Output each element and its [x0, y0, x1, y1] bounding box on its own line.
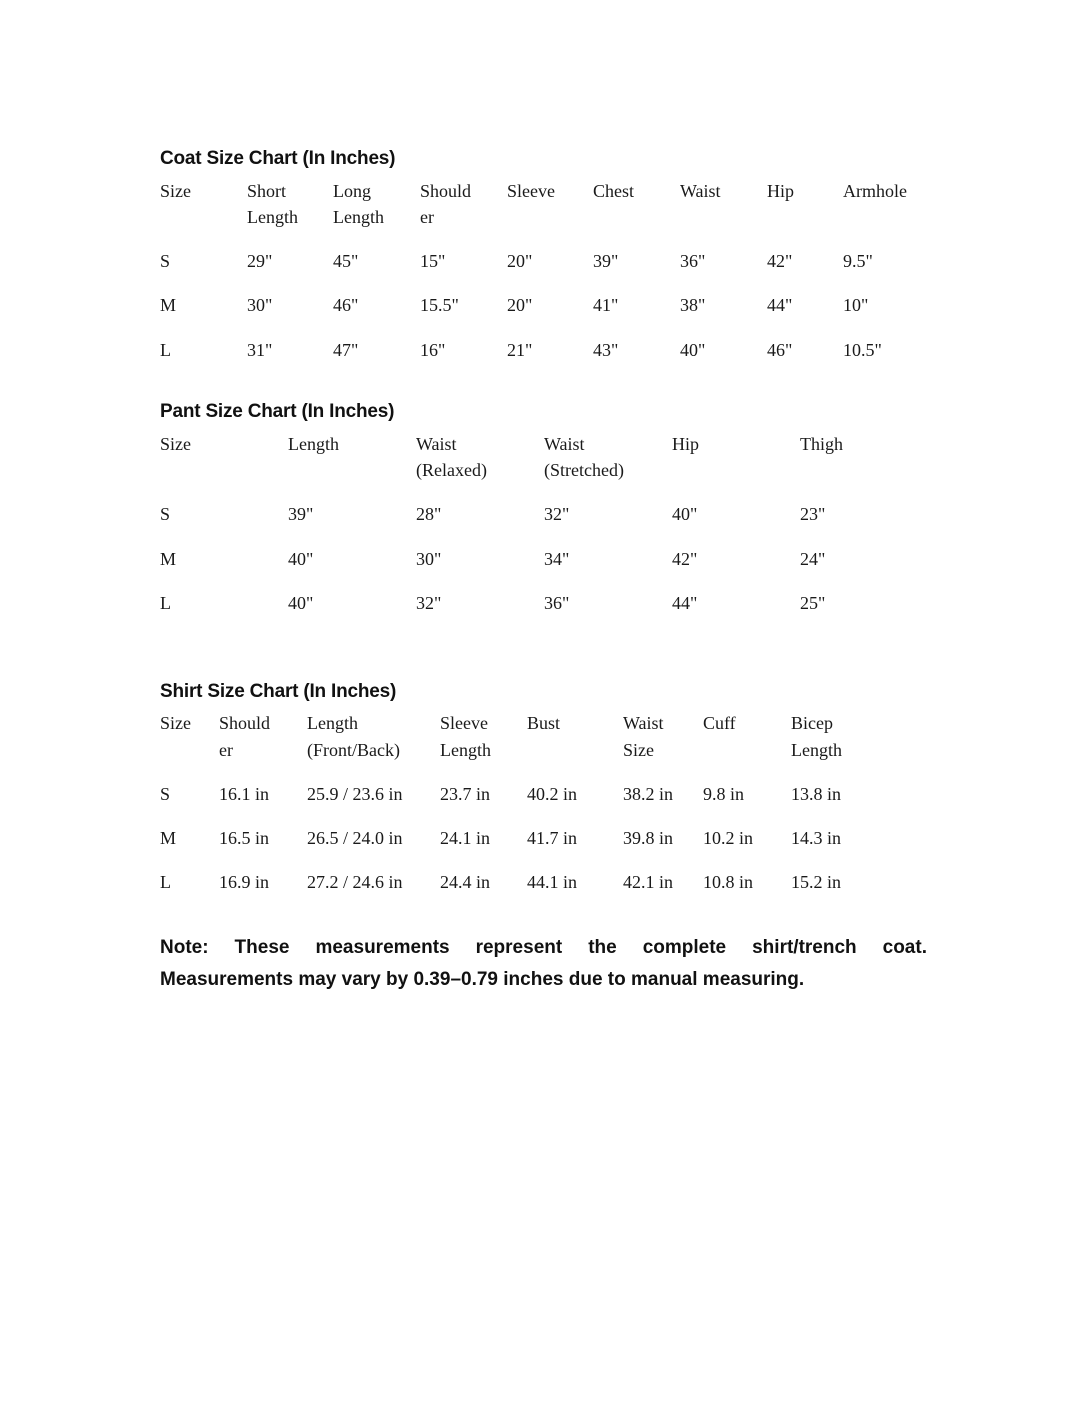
shirt-row-s-sleeve-length: 23.7 in: [440, 784, 491, 804]
coat-row-s-sleeve: 20": [507, 251, 533, 271]
coat-row-m-shoulder: 15.5": [420, 295, 459, 315]
shirt-row-l-bicep-length: 15.2 in: [791, 872, 842, 892]
shirt-header-waist-size-2: Size: [623, 740, 654, 760]
pant-row-m-hip: 42": [672, 549, 698, 569]
pant-row-s-size: S: [160, 504, 171, 524]
pant-header-length: Length: [288, 434, 339, 454]
shirt-header-shoulder-2: er: [219, 740, 233, 760]
coat-header-armhole: Armhole: [843, 181, 907, 201]
shirt-row-m-size: M: [160, 828, 177, 848]
pant-row-l-waist-stretched: 36": [544, 593, 570, 613]
shirt-header-bust: Bust: [527, 713, 561, 733]
coat-row-l-chest: 43": [593, 340, 619, 360]
coat-row-m-waist: 38": [680, 295, 706, 315]
coat-row-s-shoulder: 15": [420, 251, 446, 271]
coat-row-m-armhole: 10": [843, 295, 869, 315]
shirt-row-l-bust: 44.1 in: [527, 872, 578, 892]
coat-row-s-waist: 36": [680, 251, 706, 271]
coat-header-short-length: Short: [247, 181, 287, 201]
shirt-header-sleeve-length: Sleeve: [440, 713, 488, 733]
coat-row-m-chest: 41": [593, 295, 619, 315]
pant-row-s-thigh: 23": [800, 504, 826, 524]
pant-row-l-size: L: [160, 593, 171, 613]
coat-row-m-sleeve: 20": [507, 295, 533, 315]
pant-row-m-thigh: 24": [800, 549, 826, 569]
shirt-header-length-2: (Front/Back): [307, 740, 400, 760]
shirt-row-m-bicep-length: 14.3 in: [791, 828, 842, 848]
pant-header-thigh: Thigh: [800, 434, 843, 454]
coat-row-l-sleeve: 21": [507, 340, 533, 360]
coat-row-s-hip: 42": [767, 251, 793, 271]
coat-row-m-short-length: 30": [247, 295, 273, 315]
shirt-header-waist-size: Waist: [623, 713, 664, 733]
measurement-note: [160, 932, 927, 996]
pant-header-waist-relaxed: Waist: [416, 434, 457, 454]
shirt-row-l-shoulder: 16.9 in: [219, 872, 270, 892]
shirt-row-l-size: L: [160, 872, 171, 892]
shirt-header-size: Size: [160, 713, 191, 733]
coat-row-s-chest: 39": [593, 251, 619, 271]
coat-header-long-length: Long: [333, 181, 371, 201]
pant-header-size: Size: [160, 434, 191, 454]
pant-chart-title: Pant Size Chart (In Inches): [160, 401, 395, 422]
coat-row-m-hip: 44": [767, 295, 793, 315]
note-line-1: Note: These measurements represent the complete shirt/trench coat.: [160, 937, 927, 958]
coat-header-shoulder: Should: [420, 181, 472, 201]
coat-row-s-long-length: 45": [333, 251, 359, 271]
shirt-row-l-length: 27.2 / 24.6 in: [307, 872, 403, 892]
shirt-header-length: Length: [307, 713, 358, 733]
pant-row-l-length: 40": [288, 593, 314, 613]
pant-row-l-hip: 44": [672, 593, 698, 613]
shirt-row-m-length: 26.5 / 24.0 in: [307, 828, 403, 848]
pant-row-m-size: M: [160, 549, 177, 569]
shirt-row-m-cuff: 10.2 in: [703, 828, 754, 848]
pant-row-m-length: 40": [288, 549, 314, 569]
coat-chart-title: Coat Size Chart (In Inches): [160, 148, 396, 169]
note-line-2: Measurements may vary by 0.39–0.79 inches due to manual measuring.: [160, 969, 805, 990]
coat-header-waist: Waist: [680, 181, 721, 201]
shirt-row-s-waist-size: 38.2 in: [623, 784, 674, 804]
shirt-row-s-bicep-length: 13.8 in: [791, 784, 842, 804]
shirt-row-s-bust: 40.2 in: [527, 784, 578, 804]
coat-header-long-length-2: Length: [333, 207, 384, 227]
coat-header-size: Size: [160, 181, 191, 201]
shirt-row-l-cuff: 10.8 in: [703, 872, 754, 892]
coat-row-m-long-length: 46": [333, 295, 359, 315]
shirt-row-m-waist-size: 39.8 in: [623, 828, 674, 848]
coat-row-s-short-length: 29": [247, 251, 273, 271]
coat-header-hip: Hip: [767, 181, 794, 201]
shirt-row-l-waist-size: 42.1 in: [623, 872, 674, 892]
shirt-row-m-bust: 41.7 in: [527, 828, 578, 848]
pant-row-m-waist-stretched: 34": [544, 549, 570, 569]
pant-header-waist-stretched: Waist: [544, 434, 585, 454]
shirt-header-bicep-length: Bicep: [791, 713, 833, 733]
coat-row-l-armhole: 10.5": [843, 340, 882, 360]
coat-header-shoulder-2: er: [420, 207, 434, 227]
coat-header-short-length-2: Length: [247, 207, 298, 227]
pant-row-m-waist-relaxed: 30": [416, 549, 442, 569]
pant-row-s-waist-stretched: 32": [544, 504, 570, 524]
shirt-header-sleeve-length-2: Length: [440, 740, 491, 760]
pant-row-l-waist-relaxed: 32": [416, 593, 442, 613]
shirt-row-s-cuff: 9.8 in: [703, 784, 745, 804]
shirt-row-m-sleeve-length: 24.1 in: [440, 828, 491, 848]
shirt-row-s-size: S: [160, 784, 171, 804]
coat-row-l-hip: 46": [767, 340, 793, 360]
pant-row-s-hip: 40": [672, 504, 698, 524]
pant-row-l-thigh: 25": [800, 593, 826, 613]
coat-row-l-waist: 40": [680, 340, 706, 360]
shirt-header-bicep-length-2: Length: [791, 740, 842, 760]
coat-header-chest: Chest: [593, 181, 635, 201]
coat-row-l-shoulder: 16": [420, 340, 446, 360]
coat-row-m-size: M: [160, 295, 177, 315]
coat-row-s-size: S: [160, 251, 171, 271]
shirt-row-l-sleeve-length: 24.4 in: [440, 872, 491, 892]
pant-header-waist-stretched-2: (Stretched): [544, 460, 624, 480]
shirt-header-cuff: Cuff: [703, 713, 736, 733]
pant-row-s-waist-relaxed: 28": [416, 504, 442, 524]
shirt-row-m-shoulder: 16.5 in: [219, 828, 270, 848]
pant-header-waist-relaxed-2: (Relaxed): [416, 460, 487, 480]
coat-row-l-size: L: [160, 340, 171, 360]
shirt-row-s-length: 25.9 / 23.6 in: [307, 784, 403, 804]
coat-row-l-long-length: 47": [333, 340, 359, 360]
shirt-header-shoulder: Should: [219, 713, 271, 733]
coat-row-l-short-length: 31": [247, 340, 273, 360]
shirt-row-s-shoulder: 16.1 in: [219, 784, 270, 804]
shirt-chart-title: Shirt Size Chart (In Inches): [160, 681, 397, 702]
pant-header-hip: Hip: [672, 434, 699, 454]
coat-row-s-armhole: 9.5": [843, 251, 873, 271]
coat-header-sleeve: Sleeve: [507, 181, 555, 201]
pant-row-s-length: 39": [288, 504, 314, 524]
